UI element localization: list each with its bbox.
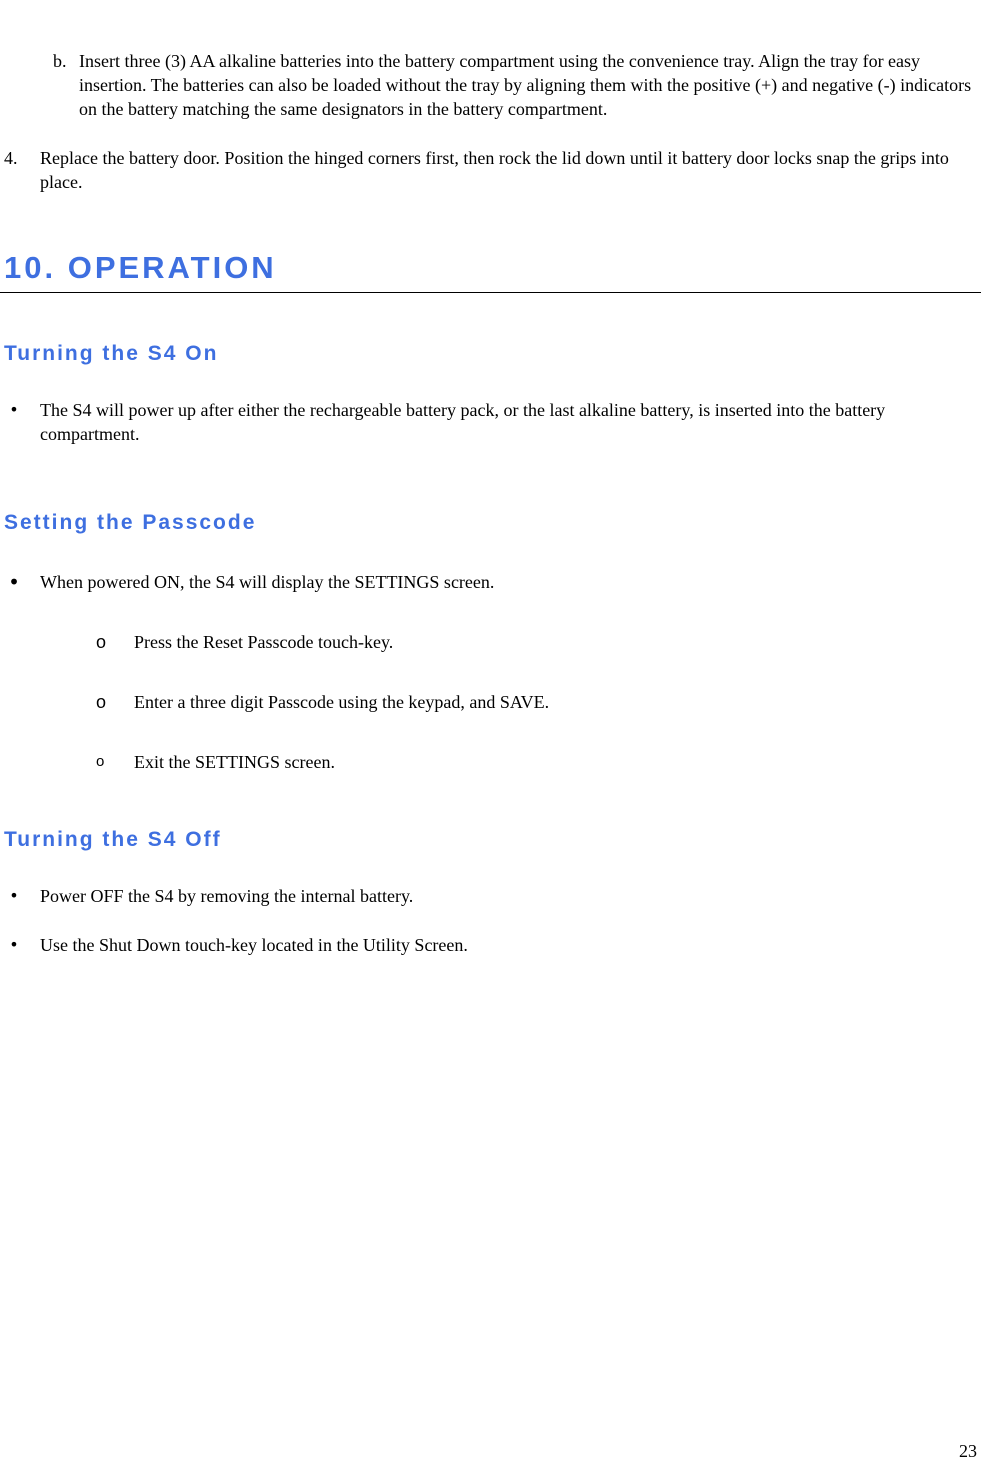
sub-list-item-text: Enter a three digit Passcode using the keypad, and SAVE. [134, 692, 550, 712]
sub-bullet-icon: o [96, 692, 107, 712]
sub-list-item-text: Press the Reset Passcode touch-key. [134, 632, 394, 652]
heading-setting-passcode: Setting the Passcode [4, 511, 257, 534]
sub-list-item-text: Exit the SETTINGS screen. [134, 752, 335, 772]
section-title: 10. OPERATION [4, 250, 277, 285]
list-item-text: Use the Shut Down touch-key located in the Utility Screen. [40, 935, 468, 955]
section-divider [0, 292, 981, 293]
bullet-icon: • [9, 886, 19, 905]
bullet-icon: • [9, 400, 19, 419]
page-number: 23 [959, 1441, 977, 1461]
heading-turning-on: Turning the S4 On [4, 342, 219, 365]
list-item-text: When powered ON, the S4 will display the SETTINGS screen. [40, 572, 495, 592]
bullet-icon: • [8, 570, 20, 594]
heading-turning-off: Turning the S4 Off [4, 828, 222, 851]
bullet-icon: • [9, 935, 19, 954]
step-4-marker: 4. [4, 148, 18, 168]
step-b-text: Insert three (3) AA alkaline batteries into the battery compartment using the convenience tray. Align the tray for easy insertion. The batteries can also be loaded without the tray by aligning them with the positive (+) and negative (-) indicators on the battery matching the same designators in the battery compartment. [79, 51, 972, 119]
list-item-text: Power OFF the S4 by removing the internal battery. [40, 886, 414, 906]
list-item-text: The S4 will power up after either the rechargeable battery pack, or the last alkaline battery, is inserted into the battery compartment. [40, 400, 886, 444]
sub-bullet-icon: o [96, 632, 107, 652]
sub-bullet-icon: o [96, 753, 105, 770]
step-b-marker: b. [53, 51, 67, 71]
step-4-text: Replace the battery door. Position the hinged corners first, then rock the lid down until it battery door locks snap the grips into place. [40, 148, 949, 192]
